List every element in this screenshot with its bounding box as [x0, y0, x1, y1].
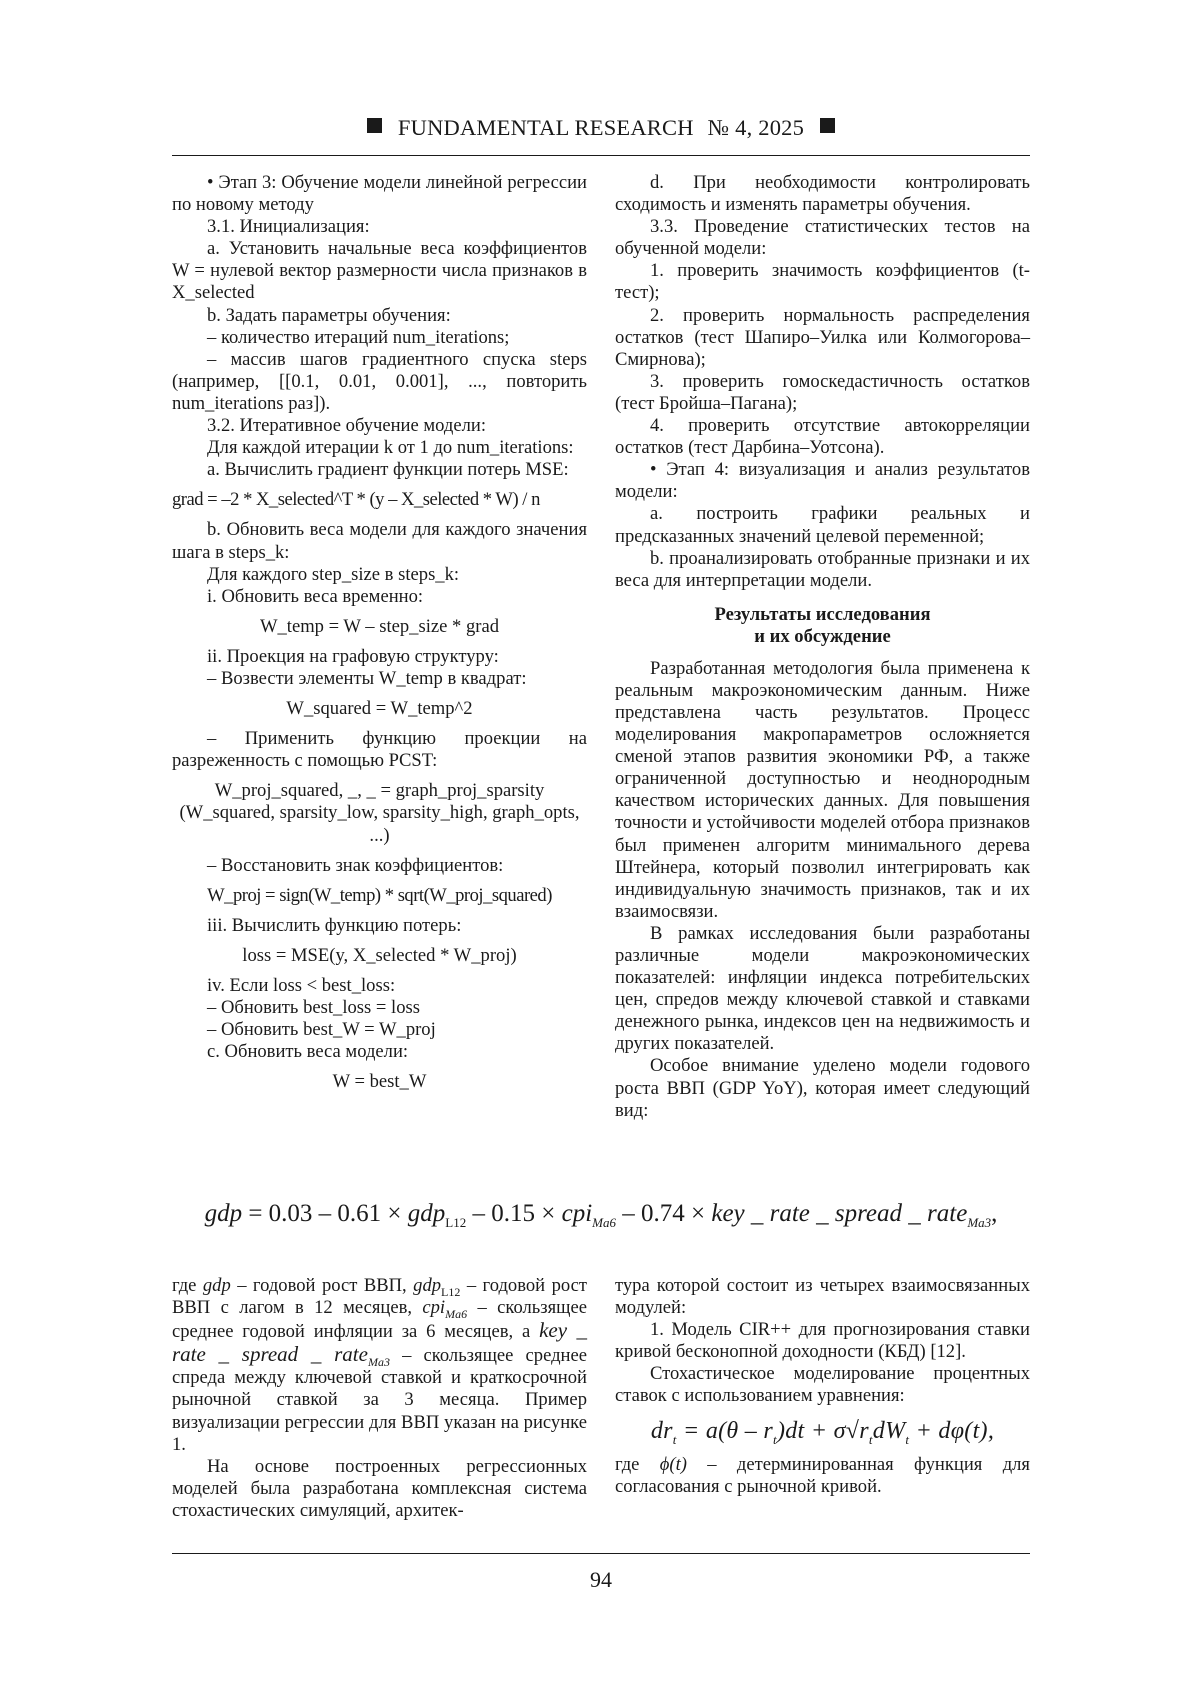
paragraph: Особое внимание уделено модели годового роста ВВП (GDP YoY), которая имеет следующий вид: [615, 1055, 1030, 1121]
paragraph: 3.2. Итеративное обучение модели: [207, 415, 487, 437]
paragraph: – Возвести элементы W_temp в квадрат: [207, 667, 527, 689]
footer-rule [172, 1553, 1030, 1554]
paragraph: i. Обновить веса временно: [207, 585, 424, 607]
paragraph: В рамках исследования были разработаны различные модели макроэкономических показателей: инфляции индекса потребительских цен, спредов между ключевой ставкой и ставками денежного рынка, индексов цен на недвижимость и других показателей. [615, 922, 1030, 1055]
paragraph: b. Обновить веса модели для каждого значения шага в steps_k: [172, 519, 587, 563]
journal-title: FUNDAMENTAL RESEARCH [397, 115, 694, 140]
paragraph: 3.1. Инициализация: [207, 216, 370, 238]
paragraph: iii. Вычислить функцию потерь: [207, 914, 462, 936]
paragraph: a. построить графики реальных и предсказанных значений целевой переменной; [615, 503, 1030, 547]
code-line: grad = –2 * X_selected^T * (y – X_selected * W) / n [172, 489, 540, 511]
paragraph: На основе построенных регрессионных моделей была разработана комплексная система стохастических симуляций, архитек- [172, 1455, 587, 1521]
paragraph: • Этап 4: визуализация и анализ результатов модели: [615, 459, 1030, 503]
paragraph: 2. проверить нормальность распределения остатков (тест Шапиро–Уилка или Колмогорова–Смирнова); [615, 304, 1030, 370]
issue-year: 2025 [758, 115, 805, 140]
paragraph: – Обновить best_W = W_proj [207, 1019, 436, 1041]
left-column [172, 172, 587, 1101]
code-line: W_proj = sign(W_temp) * sqrt(W_proj_squared) [207, 884, 552, 906]
issue-number: № 4, [707, 115, 753, 140]
paragraph: где gdp – годовой рост ВВП, gdp$_{L12}$ – годовой рост ВВП с лагом в 12 месяцев, cpi$_{Ma6}$ – скользящее среднее годовой инфляции за 6 месяцев, а key _ rate _ spread _ rate$_{Ma3}$ – скользящее среднее спреда между ключевой ставкой и краткосрочной рыночной ставкой за 3 месяца. Пример визуализации регрессии для ВВП указан на рисунке 1. [172, 1275, 588, 1455]
paragraph: где ϕ(t) – детерминированная функция для согласования с рыночной кривой. [615, 1453, 1030, 1497]
gdp-regression-formula: gdp = 0.03 – 0.61 × gdp$_{L12}$ – 0.15 × cpi$_{Ma6}$ – 0.74 × key _ rate _ spread _ rate$_{Ma3}$, [204, 1200, 998, 1230]
paragraph: Для каждой итерации k от 1 до num_iterations: [207, 437, 574, 459]
paragraph: • Этап 3: Обучение модели линейной регрессии по новому методу [172, 172, 587, 216]
paragraph: – Применить функцию проекции на разреженность с помощью PCST: [172, 728, 587, 772]
right-column [615, 172, 1030, 1122]
square-bullet-icon [820, 118, 835, 133]
paragraph: d. При необходимости контролировать сходимость и изменять параметры обучения. [615, 172, 1030, 216]
code-line: W_temp = W – step_size * grad [259, 615, 500, 637]
paragraph: Для каждого step_size в steps_k: [207, 563, 460, 585]
paragraph: c. Обновить веса модели: [207, 1041, 409, 1063]
paragraph: – Обновить best_loss = loss [207, 997, 420, 1019]
paragraph: a. Установить начальные веса коэффициентов W = нулевой вектор размерности числа признаков в X_selected [172, 238, 587, 304]
paragraph: b. Задать параметры обучения: [207, 304, 451, 326]
paragraph: 3.3. Проведение статистических тестов на обученной модели: [615, 216, 1030, 260]
code-line: W = best_W [332, 1071, 427, 1093]
cir-sde-formula: $dr_t = a(\theta - r_t)dt + \sigma√r_tdW_t + d\varphi(t)$, [650, 1417, 995, 1447]
header-rule [172, 155, 1030, 156]
running-head [172, 112, 1030, 144]
paragraph: 3. проверить гомоскедастичность остатков (тест Бройша–Пагана); [615, 370, 1030, 414]
paragraph: a. Вычислить градиент функции потерь MSE: [207, 459, 569, 481]
paragraph: iv. Если loss < best_loss: [207, 975, 396, 996]
code-line: W_squared = W_temp^2 [286, 698, 473, 720]
paragraph: тура которой состоит из четырех взаимосвязанных модулей: [615, 1275, 1030, 1319]
paragraph: b. проанализировать отобранные признаки и их веса для интерпретации модели. [615, 547, 1030, 591]
paragraph: – Восстановить знак коэффициентов: [207, 854, 504, 876]
paragraph: 1. Модель CIR++ для прогнозирования ставки кривой бесконопной доходности (КБД) [12]. [615, 1319, 1030, 1363]
paragraph: 1. проверить значимость коэффициентов (t-тест); [615, 260, 1030, 304]
paragraph: Разработанная методология была применена к реальным макроэкономическим данным. Ниже представлена часть результатов. Процесс моделирования макропараметров осложняется сменой этапов развития экономики РФ, а также ограниченной доступностью и неоднородным качеством исторических данных. Для повышения точности и устойчивости моделей отбора признаков был применен алгоритм минимального дерева Штейнера, который позволил интегрировать как индивидуальную значимость признаков, так и их взаимосвязи. [615, 657, 1030, 922]
code-line: loss = MSE(y, X_selected * W_proj) [242, 944, 517, 966]
right-column-bottom [615, 1275, 1030, 1498]
paragraph: – количество итераций num_iterations; [207, 326, 510, 348]
section-heading: Результаты исследования и их обсуждение [714, 603, 931, 647]
paragraph: ii. Проекция на графовую структуру: [207, 645, 499, 667]
square-bullet-icon [367, 118, 382, 133]
page-number: 94 [590, 1567, 612, 1592]
code-line: W_proj_squared, _, _ = graph_proj_sparsity (W_squared, sparsity_low, sparsity_high, graph_opts, ...) [179, 780, 580, 846]
paragraph: Стохастическое моделирование процентных ставок с использованием уравнения: [615, 1363, 1030, 1407]
paragraph: 4. проверить отсутствие автокорреляции остатков (тест Дарбина–Уотсона). [615, 415, 1030, 459]
left-column-bottom [172, 1275, 587, 1522]
paragraph: – массив шагов градиентного спуска steps (например, [[0.1, 0.01, 0.001], ..., повторить num_iterations раз]). [172, 348, 587, 414]
